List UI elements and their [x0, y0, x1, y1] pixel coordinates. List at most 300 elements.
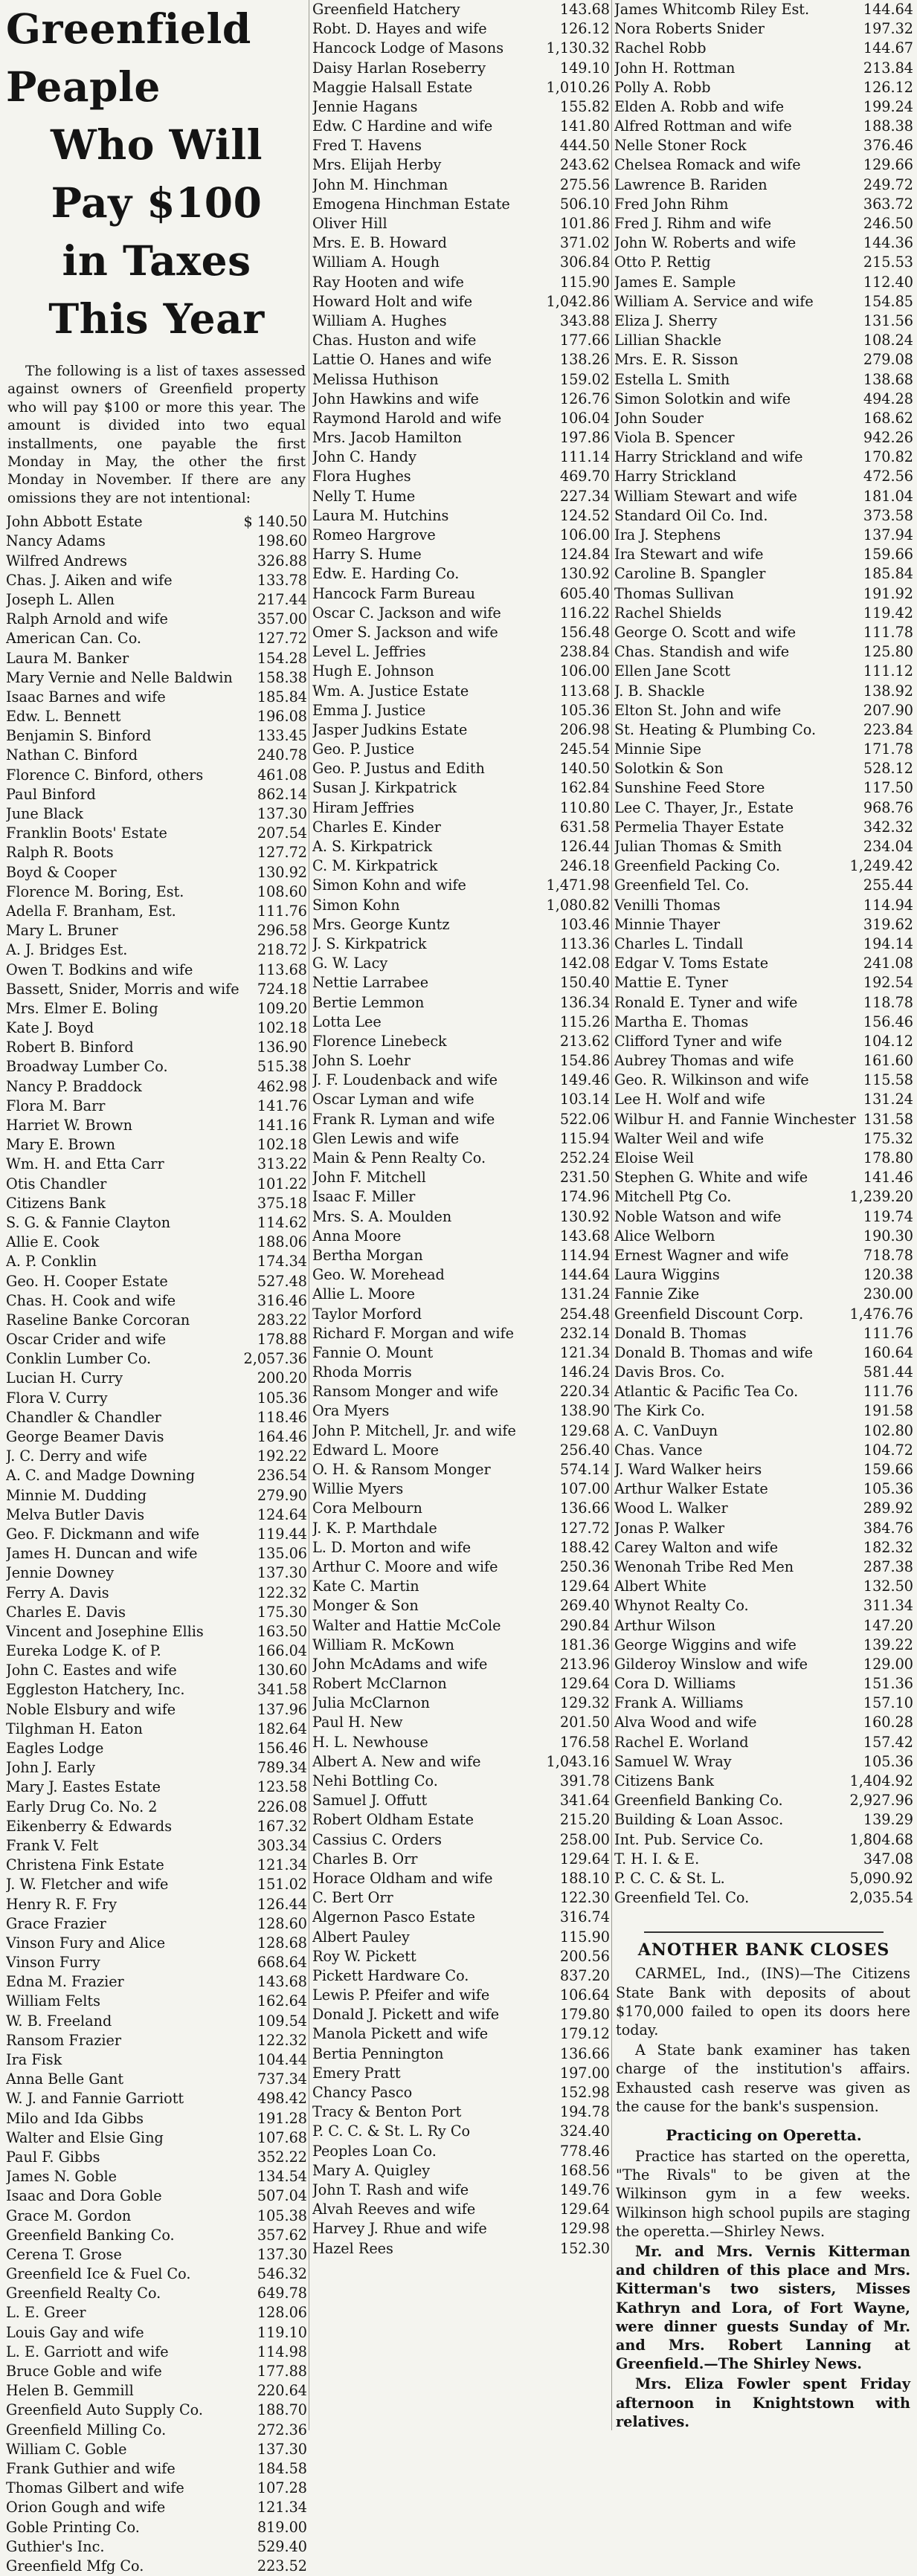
taxpayer-row [6, 961, 307, 980]
taxpayer-name: Emogena Hinchman Estate [312, 195, 510, 213]
taxpayer-row [6, 2343, 307, 2362]
taxpayer-name: Edgar V. Toms Estate [614, 955, 769, 972]
taxpayer-name: Frank A. Williams [614, 1694, 744, 1712]
tax-amount: 238.84 [559, 643, 610, 661]
taxpayer-row [312, 2122, 610, 2141]
tax-amount: 111.12 [863, 662, 913, 680]
tax-amount: 106.04 [559, 409, 610, 427]
taxpayer-name: Mrs. Elmer E. Boling [6, 999, 158, 1017]
taxpayer-name: Chas. Standish and wife [614, 643, 790, 661]
taxpayer-row [614, 487, 913, 506]
social-note: Mrs. Eliza Fowler spent Friday afternoon in Knightstown with relatives. [616, 2375, 910, 2430]
taxpayer-row [312, 584, 610, 604]
taxpayer-name: Edw. E. Harding Co. [312, 565, 460, 583]
taxpayer-name: William A. Hughes [312, 311, 447, 329]
taxpayer-name: Rachel E. Worland [614, 1733, 749, 1751]
tax-amount: 105.36 [863, 1480, 913, 1498]
taxpayer-name: Gilderoy Winslow and wife [614, 1655, 808, 1673]
tax-amount: 117.50 [863, 779, 913, 797]
taxpayer-name: Standard Oil Co. Ind. [614, 506, 768, 524]
tax-amount: 177.66 [559, 332, 610, 349]
taxpayer-row [312, 896, 610, 915]
taxpayer-row [312, 2180, 610, 2200]
tax-amount: 316.46 [257, 1291, 307, 1309]
taxpayer-name: Harry S. Hume [312, 546, 422, 564]
tax-amount: 106.00 [559, 662, 610, 680]
taxpayer-row [6, 2186, 307, 2206]
taxpayer-name: Manola Pickett and wife [312, 2025, 489, 2043]
tax-amount: 114.94 [559, 1246, 610, 1264]
taxpayer-name: J. F. Loudenback and wife [312, 1071, 498, 1089]
tax-amount: 296.58 [257, 922, 307, 940]
taxpayer-row [614, 1343, 913, 1363]
taxpayer-name: Ellen Jane Scott [614, 662, 730, 680]
taxpayer-name: Milo and Ida Gibbs [6, 2109, 144, 2127]
tax-amount: 1,476.76 [849, 1305, 913, 1323]
tax-amount: 120.38 [863, 1266, 913, 1284]
taxpayer-row [312, 2025, 610, 2044]
taxpayer-name: P. C. C. & St. L. Ry Co [312, 2123, 471, 2140]
tax-amount: 778.46 [559, 2142, 610, 2160]
taxpayer-name: Peoples Loan Co. [312, 2142, 437, 2160]
tax-amount: 223.52 [257, 2557, 307, 2575]
taxpayer-row [6, 1291, 307, 1311]
taxpayer-name: Donald B. Thomas and wife [614, 1343, 814, 1361]
taxpayer-row [6, 1058, 307, 1077]
taxpayer-name: Bertha Morgan [312, 1246, 423, 1264]
taxpayer-row [614, 370, 913, 390]
taxpayer-row [312, 2142, 610, 2161]
taxpayer-row [614, 1772, 913, 1791]
tax-amount: 352.22 [257, 2148, 307, 2166]
taxpayer-row [614, 604, 913, 623]
taxpayer-name: W. J. and Fannie Garriott [6, 2090, 184, 2108]
taxpayer-row [312, 2044, 610, 2064]
taxpayer-row [614, 1636, 913, 1655]
taxpayer-row [312, 1168, 610, 1187]
taxpayer-name: Citizens Bank [614, 1772, 714, 1790]
taxpayer-name: Pickett Hardware Co. [312, 1966, 469, 1984]
tax-amount: 249.72 [863, 175, 913, 193]
taxpayer-name: June Black [6, 805, 83, 823]
taxpayer-row [312, 1616, 610, 1636]
taxpayer-row [312, 2005, 610, 2024]
tax-amount: 122.32 [257, 1584, 307, 1601]
tax-amount: 158.38 [257, 668, 307, 686]
taxpayer-name: Sunshine Feed Store [614, 779, 765, 797]
taxpayer-name: Ferry A. Davis [6, 1584, 109, 1601]
taxpayer-name: Alice Welborn [614, 1227, 715, 1245]
taxpayer-name: Henry R. F. Fry [6, 1895, 118, 1913]
taxpayer-row [312, 506, 610, 526]
tax-amount: 136.90 [257, 1039, 307, 1056]
tax-amount: 151.02 [257, 1876, 307, 1894]
taxpayer-name: Nelle Stoner Rock [614, 137, 747, 155]
taxpayer-row [6, 2245, 307, 2265]
taxpayer-row [312, 370, 610, 390]
taxpayer-name: A. J. Bridges Est. [6, 941, 128, 959]
taxpayer-row [6, 2557, 307, 2576]
tax-amount: 227.34 [559, 487, 610, 505]
tax-amount: 107.68 [257, 2128, 307, 2146]
taxpayer-row [312, 1071, 610, 1090]
taxpayer-name: Lattie O. Hanes and wife [312, 351, 492, 369]
tax-amount: 258.00 [559, 1830, 610, 1848]
tax-amount: 215.20 [559, 1811, 610, 1829]
tax-amount: 128.06 [257, 2304, 307, 2322]
social-note: Mr. and Mrs. Vernis Kitterman and children of this place and Mrs. Kitterman's two sisters, Misses Kathryn and Lora, of Fort Wayne, were dinner guests Sunday of Mr. and Mrs. Robert Lanning at Greenfield.—The Shirley News. [616, 2243, 910, 2373]
tax-amount: 246.18 [559, 857, 610, 875]
tax-amount: 494.28 [863, 390, 913, 407]
taxpayer-name: Main & Penn Realty Co. [312, 1149, 486, 1167]
tax-amount: 114.62 [257, 1213, 307, 1231]
taxpayer-row [614, 1305, 913, 1324]
taxpayer-row [614, 1850, 913, 1869]
taxpayer-name: Ora Myers [312, 1402, 390, 1420]
taxpayer-name: American Can. Co. [6, 630, 142, 648]
taxpayer-row [312, 1305, 610, 1324]
tax-amount: 649.78 [257, 2285, 307, 2302]
taxpayer-row [6, 2089, 307, 2108]
taxpayer-row [312, 2239, 610, 2259]
taxpayer-row [312, 1772, 610, 1791]
taxpayer-name: Nancy P. Braddock [6, 1077, 142, 1095]
taxpayer-name: Lucian H. Curry [6, 1369, 123, 1387]
taxpayer-name: Louis Gay and wife [6, 2323, 144, 2341]
taxpayer-row [6, 785, 307, 804]
taxpayer-name: Ralph R. Boots [6, 844, 114, 862]
tax-amount: 528.12 [863, 760, 913, 778]
tax-amount: 254.48 [559, 1305, 610, 1323]
taxpayer-name: Hancock Lodge of Masons [312, 39, 504, 57]
taxpayer-row [614, 195, 913, 214]
taxpayer-row [6, 746, 307, 766]
taxpayer-name: Ira Fisk [6, 2051, 62, 2069]
taxpayer-row [6, 843, 307, 862]
taxpayer-row [6, 980, 307, 999]
tax-amount: 306.84 [559, 254, 610, 271]
taxpayer-row [312, 331, 610, 350]
taxpayer-row [6, 1700, 307, 1720]
taxpayer-row [312, 1714, 610, 1733]
taxpayer-row [312, 214, 610, 233]
taxpayer-row [614, 759, 913, 778]
taxpayer-row [6, 882, 307, 902]
tax-amount: 143.68 [559, 1227, 610, 1245]
taxpayer-name: John C. Eastes and wife [6, 1662, 177, 1679]
taxpayer-name: Fannie O. Mount [312, 1343, 434, 1361]
taxpayer-row [312, 311, 610, 331]
tax-amount: 149.76 [559, 2180, 610, 2198]
tax-amount: 384.76 [863, 1519, 913, 1537]
taxpayer-name: Arthur C. Moore and wife [312, 1557, 498, 1575]
tax-amount: 279.08 [863, 351, 913, 369]
tax-amount: 102.80 [863, 1421, 913, 1439]
tax-amount: 113.68 [559, 682, 610, 700]
taxpayer-name: Conklin Lumber Co. [6, 1350, 152, 1368]
taxpayer-name: Greenfield Auto Supply Co. [6, 2401, 203, 2419]
taxpayer-row [6, 2167, 307, 2186]
taxpayer-row [312, 1227, 610, 1246]
taxpayer-row [312, 1285, 610, 1304]
taxpayer-row [6, 2284, 307, 2303]
taxpayer-name: Charles E. Davis [6, 1603, 126, 1621]
tax-amount: 371.02 [559, 234, 610, 252]
tax-amount: 115.90 [559, 273, 610, 291]
taxpayer-name: Edna M. Frazier [6, 1973, 124, 1991]
taxpayer-row [614, 1187, 913, 1207]
tax-amount: 143.68 [559, 0, 610, 18]
taxpayer-name: William A. Service and wife [614, 292, 814, 310]
tax-amount: 136.34 [559, 993, 610, 1011]
taxpayer-row [312, 156, 610, 175]
taxpayer-row [312, 253, 610, 272]
taxpayer-name: Florence C. Binford, others [6, 766, 204, 784]
taxpayer-name: Minnie M. Dudding [6, 1486, 147, 1504]
tax-amount: 129.64 [559, 1675, 610, 1693]
taxpayer-row [312, 448, 610, 467]
taxpayer-name: William A. Hough [312, 254, 440, 271]
tax-amount: 668.64 [257, 1954, 307, 1972]
taxpayer-row [614, 934, 913, 954]
tax-amount: 275.56 [559, 175, 610, 193]
tax-amount: 342.32 [863, 818, 913, 836]
taxpayer-name: Jennie Hagans [312, 97, 418, 115]
taxpayer-row [6, 902, 307, 921]
taxpayer-name: L. E. Greer [6, 2304, 86, 2322]
taxpayer-name: Frank R. Lyman and wife [312, 1110, 495, 1128]
intro-paragraph: The following is a list of taxes assessed against owners of Greenfield property who will pay $100 or more this year. The amount is divided into two equal installments, one payable the first Monday in May, the other the first Monday in November. If there are any omissions they are not intentional: [7, 364, 306, 506]
taxpayer-row [312, 934, 610, 954]
tax-amount: 141.46 [863, 1169, 913, 1187]
taxpayer-row [312, 1421, 610, 1441]
taxpayer-name: Elton St. John and wife [614, 701, 782, 719]
tax-amount: 230.00 [863, 1285, 913, 1303]
taxpayer-name: Lewis P. Pfeifer and wife [312, 1986, 490, 2004]
tax-amount: 111.76 [257, 902, 307, 920]
tax-amount: 236.54 [257, 1467, 307, 1485]
taxpayer-name: Kate J. Boyd [6, 1019, 94, 1037]
taxpayer-row [614, 1791, 913, 1810]
tax-amount: 115.90 [559, 1928, 610, 1946]
tax-amount: 376.46 [863, 137, 913, 155]
taxpayer-row [614, 526, 913, 545]
taxpayer-row [614, 1032, 913, 1051]
tax-amount: 118.78 [863, 993, 913, 1011]
taxpayer-row [614, 1616, 913, 1636]
taxpayer-name: Hugh E. Johnson [312, 662, 434, 680]
taxpayer-row [6, 2207, 307, 2226]
tax-amount: 231.50 [559, 1169, 610, 1187]
taxpayer-name: Simon Kohn [312, 896, 400, 914]
taxpayer-name: Mrs. E. R. Sisson [614, 351, 739, 369]
tax-amount: 185.84 [863, 565, 913, 583]
taxpayer-name: John Hawkins and wife [312, 390, 479, 407]
tax-amount: 188.10 [559, 1869, 610, 1887]
taxpayer-name: Martha E. Thomas [614, 1013, 749, 1030]
tax-amount: 128.60 [257, 1914, 307, 1932]
taxpayer-row [614, 1479, 913, 1499]
tax-amount: 160.64 [863, 1343, 913, 1361]
taxpayer-row [312, 1986, 610, 2005]
taxpayer-name: Edw. C Hardine and wife [312, 117, 493, 135]
tax-amount: 246.50 [863, 215, 913, 233]
tax-amount: 105.38 [257, 2207, 307, 2224]
taxpayer-row [312, 1908, 610, 1927]
taxpayer-row [6, 1563, 307, 1583]
tax-amount: 126.44 [257, 1895, 307, 1913]
taxpayer-row [614, 564, 913, 584]
tax-amount: 472.56 [863, 468, 913, 485]
taxpayer-row [6, 512, 307, 532]
taxpayer-row [6, 1349, 307, 1369]
taxpayer-name: C. M. Kirkpatrick [312, 857, 438, 875]
taxpayer-row [614, 720, 913, 740]
tax-amount: 200.20 [257, 1369, 307, 1387]
taxpayer-row [6, 552, 307, 571]
tax-amount: 232.14 [559, 1324, 610, 1342]
tax-amount: $ 140.50 [243, 513, 307, 531]
taxpayer-name: A. C. and Madge Downing [6, 1467, 196, 1485]
taxpayer-name: Eureka Lodge K. of P. [6, 1642, 161, 1660]
tax-amount: 179.12 [559, 2025, 610, 2043]
tax-amount: 156.46 [257, 1740, 307, 1757]
taxpayer-row [312, 409, 610, 428]
tax-amount: 130.92 [257, 863, 307, 881]
taxpayer-name: James N. Goble [6, 2168, 118, 2186]
taxpayer-row [312, 1402, 610, 1421]
taxpayer-name: Bertie Lemmon [312, 993, 425, 1011]
taxpayer-name: Lawrence B. Rariden [614, 175, 768, 193]
taxpayer-row [6, 668, 307, 688]
taxpayer-name: L. E. Garriott and wife [6, 2343, 169, 2360]
tax-amount: 105.36 [863, 1752, 913, 1770]
taxpayer-row [312, 1324, 610, 1343]
taxpayer-name: J. Ward Walker heirs [614, 1461, 762, 1479]
taxpayer-name: Laura M. Banker [6, 649, 129, 667]
tax-amount: 118.46 [257, 1408, 307, 1426]
taxpayer-name: Donald J. Pickett and wife [312, 2006, 500, 2024]
tax-amount: 157.42 [863, 1733, 913, 1751]
tax-amount: 109.20 [257, 999, 307, 1017]
tax-amount: 104.72 [863, 1441, 913, 1459]
taxpayer-row [312, 1363, 610, 1382]
tax-amount: 162.84 [559, 779, 610, 797]
taxpayer-name: Oliver Hill [312, 215, 387, 233]
taxpayer-name: John F. Mitchell [312, 1169, 426, 1187]
taxpayer-row [6, 2401, 307, 2420]
taxpayer-row [6, 1155, 307, 1174]
taxpayer-row [6, 766, 307, 785]
taxpayer-name: Algernon Pasco Estate [312, 1908, 475, 1926]
taxpayer-row [614, 1227, 913, 1246]
taxpayer-name: Melissa Huthison [312, 370, 439, 388]
tax-amount: 167.32 [257, 1817, 307, 1835]
taxpayer-name: Omer S. Jackson and wife [312, 623, 498, 641]
tax-amount: 141.76 [257, 1097, 307, 1114]
taxpayer-name: Eloise Weil [614, 1149, 694, 1167]
tax-amount: 942.26 [863, 429, 913, 447]
tax-amount: 131.56 [863, 311, 913, 329]
taxpayer-name: Emery Pratt [312, 2064, 401, 2082]
tax-amount: 166.04 [257, 1642, 307, 1660]
tax-amount: 156.46 [863, 1013, 913, 1030]
taxpayer-row [614, 973, 913, 992]
tax-amount: 213.62 [559, 1032, 610, 1050]
taxpayer-row [6, 1019, 307, 1038]
tax-amount: 1,239.20 [849, 1188, 913, 1206]
tax-amount: 113.36 [559, 934, 610, 952]
tax-amount: 279.90 [257, 1486, 307, 1504]
taxpayer-row [6, 2109, 307, 2128]
taxpayer-name: Glen Lewis and wife [312, 1129, 460, 1147]
tax-amount: 137.30 [257, 1564, 307, 1582]
taxpayer-name: Nathan C. Binford [6, 746, 138, 764]
taxpayer-name: Melva Butler Davis [6, 1505, 145, 1523]
tax-amount: 133.45 [257, 727, 307, 745]
taxpayer-name: Paul F. Gibbs [6, 2148, 100, 2166]
taxpayer-name: George O. Scott and wife [614, 623, 797, 641]
taxpayer-row [6, 2128, 307, 2148]
taxpayer-name: Tilghman H. Eaton [6, 1720, 143, 1737]
taxpayer-row [312, 468, 610, 487]
taxpayer-name: James E. Sample [614, 273, 736, 291]
taxpayer-row [614, 1149, 913, 1168]
taxpayer-row [6, 1622, 307, 1642]
tax-amount: 198.60 [257, 532, 307, 550]
tax-amount: 5,090.92 [849, 1869, 913, 1887]
taxpayer-name: Otis Chandler [6, 1175, 107, 1192]
taxpayer-name: Wenonah Tribe Red Men [614, 1557, 794, 1575]
taxpayer-row [312, 1830, 610, 1850]
taxpayer-row [614, 311, 913, 331]
taxpayer-row [614, 896, 913, 915]
tax-amount: 220.34 [559, 1383, 610, 1401]
taxpayer-row [312, 487, 610, 506]
taxpayer-name: Wilbur H. and Fannie Winchester [614, 1110, 856, 1128]
taxpayer-name: Benjamin S. Binford [6, 727, 152, 745]
taxpayer-name: Oscar Lyman and wife [312, 1091, 474, 1108]
taxpayer-name: Mitchell Ptg Co. [614, 1188, 732, 1206]
tax-amount: 121.34 [559, 1343, 610, 1361]
taxpayer-row [312, 0, 610, 19]
taxpayer-name: Daisy Harlan Roseberry [312, 59, 486, 77]
tax-amount: 122.30 [559, 1889, 610, 1907]
taxpayer-name: Taylor Morford [312, 1305, 422, 1323]
tax-amount: 114.98 [257, 2343, 307, 2360]
taxpayer-name: Geo. H. Cooper Estate [6, 1272, 168, 1290]
tax-amount: 188.38 [863, 117, 913, 135]
taxpayer-name: Paul Binford [6, 785, 96, 803]
taxpayer-row [6, 2518, 307, 2537]
taxpayer-name: Geo. W. Morehead [312, 1266, 445, 1284]
tax-amount: 115.58 [863, 1071, 913, 1089]
tax-amount: 184.58 [257, 2459, 307, 2477]
taxpayer-row [6, 2148, 307, 2167]
taxpayer-row [312, 604, 610, 623]
tax-amount: 181.36 [559, 1636, 610, 1653]
taxpayer-row [614, 1655, 913, 1674]
taxpayer-row [312, 564, 610, 584]
taxpayer-name: Jonas P. Walker [614, 1519, 724, 1537]
tax-amount: 311.34 [863, 1597, 913, 1615]
tax-amount: 218.72 [257, 941, 307, 959]
tax-amount: 115.94 [559, 1129, 610, 1147]
taxpayer-name: Isaac and Dora Goble [6, 2187, 162, 2205]
taxpayer-name: Wilfred Andrews [6, 552, 127, 569]
tax-amount: 146.24 [559, 1363, 610, 1381]
taxpayer-name: Stephen G. White and wife [614, 1169, 808, 1187]
